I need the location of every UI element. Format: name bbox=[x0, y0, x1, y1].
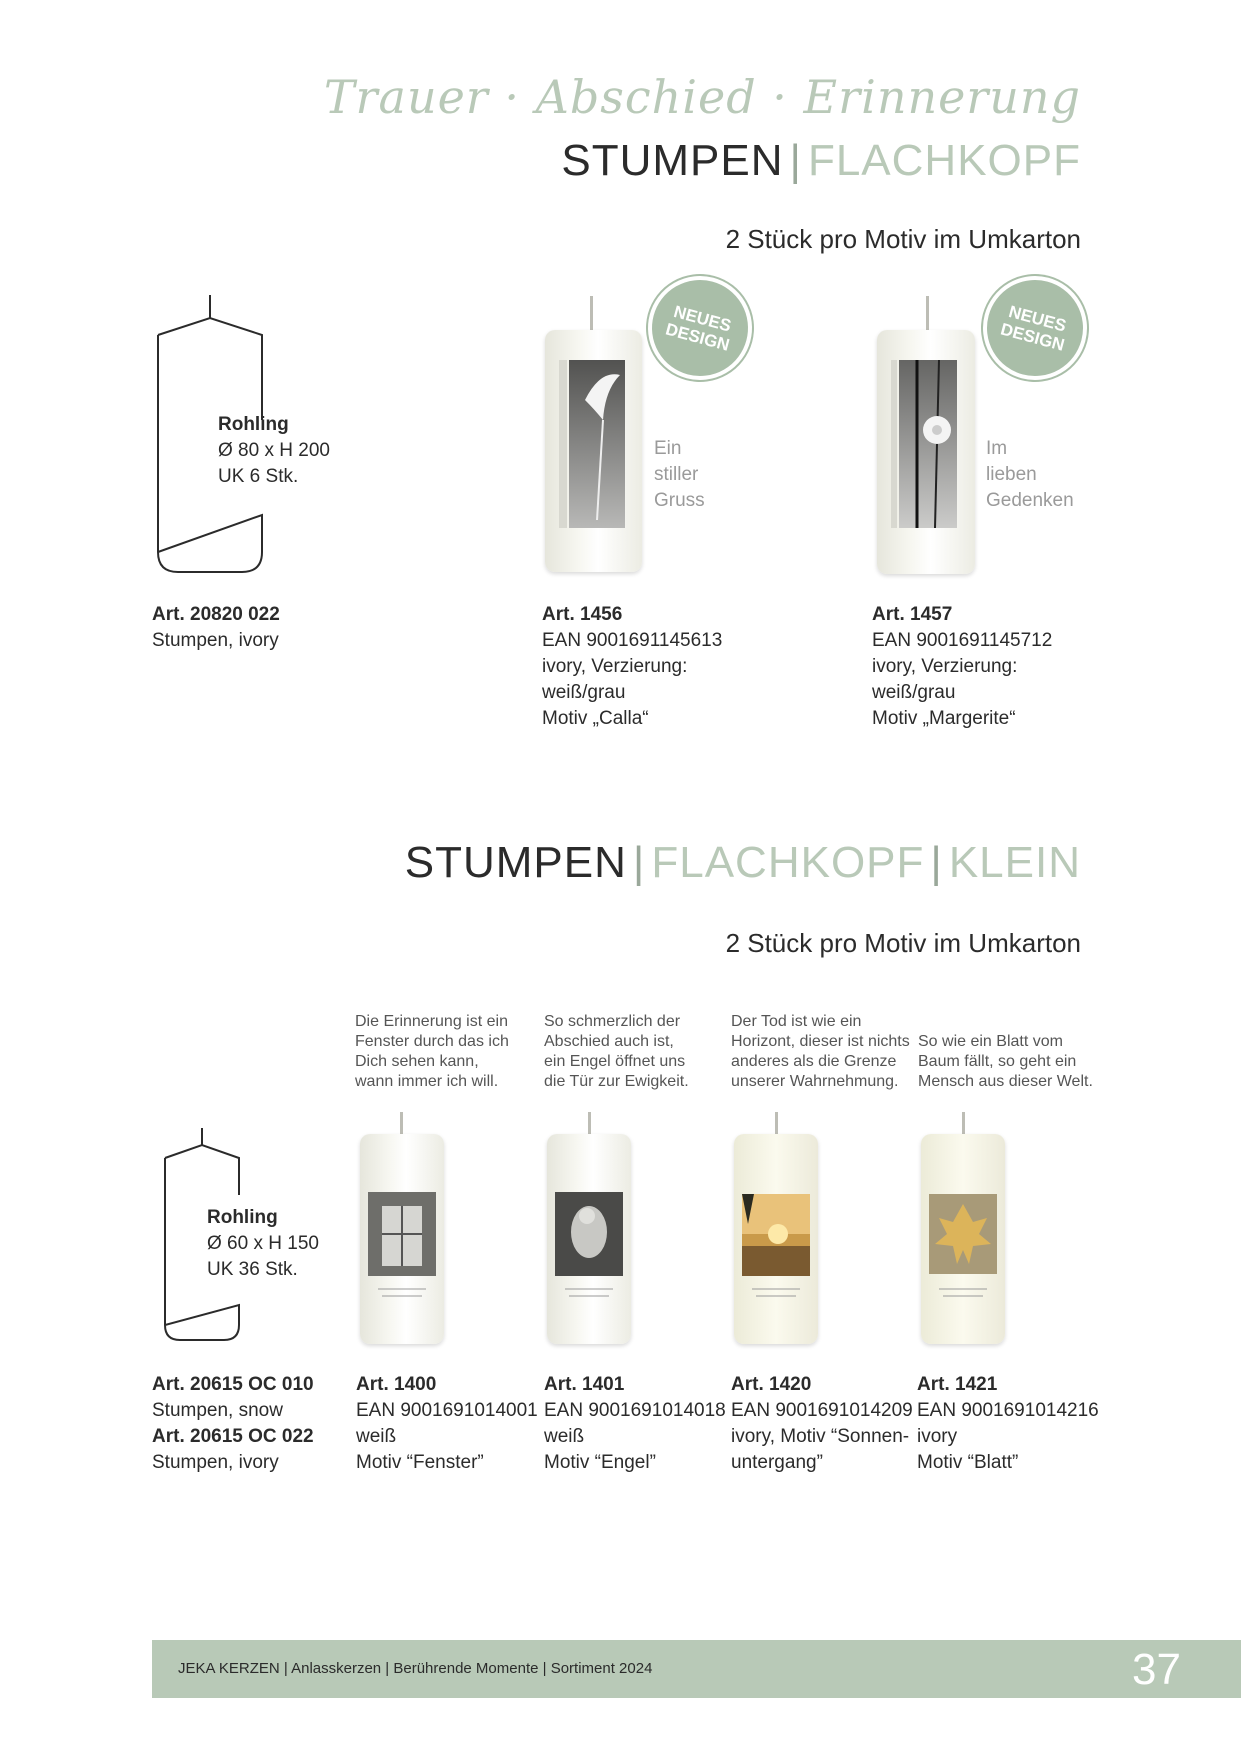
poem-line: Dich sehen kann, bbox=[355, 1053, 479, 1070]
product-motif: Motiv „Margerite“ bbox=[872, 708, 1016, 729]
product-line3: ivory bbox=[917, 1426, 958, 1447]
poem-line: anderes als die Grenze bbox=[731, 1053, 897, 1070]
section2-title-light2: KLEIN bbox=[948, 838, 1081, 887]
poem-line: ein Engel öffnet uns bbox=[544, 1053, 686, 1070]
candle-calla bbox=[545, 330, 642, 572]
product-motif: Motiv „Calla“ bbox=[542, 708, 649, 729]
section2-title-dark: STUMPEN bbox=[404, 838, 627, 887]
blank-dimensions: Ø 60 x H 150 bbox=[207, 1233, 319, 1254]
product-art: Art. 1421 bbox=[917, 1374, 998, 1395]
side-line: lieben bbox=[986, 464, 1037, 485]
side-text-margerite bbox=[986, 436, 1074, 514]
product-line4: weiß/grau bbox=[872, 682, 956, 703]
blank-pack: UK 6 Stk. bbox=[218, 466, 299, 487]
blank-art: Art. 20820 022 bbox=[152, 604, 280, 625]
candle-wick bbox=[400, 1112, 403, 1136]
blank-article-large bbox=[152, 602, 280, 654]
blank-name: Rohling bbox=[207, 1207, 278, 1228]
poem-engel bbox=[544, 1012, 689, 1092]
product-art: Art. 1457 bbox=[872, 604, 953, 625]
product-line4: Motiv “Fenster” bbox=[356, 1452, 484, 1473]
poem-line: wann immer ich will. bbox=[355, 1073, 499, 1090]
poem-line: Mensch aus dieser Welt. bbox=[918, 1073, 1093, 1090]
title-divider: | bbox=[789, 136, 802, 185]
blank-dimensions: Ø 80 x H 200 bbox=[218, 440, 330, 461]
product-art: Art. 1401 bbox=[544, 1374, 625, 1395]
poem-line: So schmerzlich der bbox=[544, 1013, 681, 1030]
poem-line: Baum fällt, so geht ein bbox=[918, 1053, 1077, 1070]
product-info-1420 bbox=[731, 1372, 913, 1476]
product-ean: EAN 9001691014216 bbox=[917, 1400, 1099, 1421]
poem-fenster bbox=[355, 1012, 509, 1092]
product-line4: Motiv “Engel” bbox=[544, 1452, 656, 1473]
side-line: Ein bbox=[654, 438, 682, 459]
poem-line: Horizont, dieser ist nichts bbox=[731, 1033, 910, 1050]
candle-wick bbox=[775, 1112, 778, 1136]
blank-article-small bbox=[152, 1372, 314, 1476]
page-number: 37 bbox=[1132, 1645, 1181, 1694]
product-line3: weiß bbox=[544, 1426, 585, 1447]
poem-line: Fenster durch das ich bbox=[355, 1033, 509, 1050]
product-ean: EAN 9001691014001 bbox=[356, 1400, 538, 1421]
side-line: Gruss bbox=[654, 490, 705, 511]
section1-title-dark: STUMPEN bbox=[561, 136, 784, 185]
section2-subtitle: 2 Stück pro Motiv im Umkarton bbox=[725, 928, 1081, 958]
candle-fenster bbox=[360, 1134, 444, 1344]
title-divider: | bbox=[632, 838, 646, 887]
margerite-motif-image bbox=[877, 330, 975, 574]
section2-title-light1: FLACHKOPF bbox=[651, 838, 925, 887]
product-line3: weiß bbox=[356, 1426, 397, 1447]
blank-art1: Art. 20615 OC 010 bbox=[152, 1374, 314, 1395]
sonnenuntergang-motif-image bbox=[734, 1134, 818, 1344]
new-design-badge bbox=[636, 264, 763, 391]
blank-desc: Stumpen, ivory bbox=[152, 630, 279, 651]
poem-line: So wie ein Blatt vom bbox=[918, 1033, 1063, 1050]
product-info-1457 bbox=[872, 602, 1052, 732]
blank-desc1: Stumpen, snow bbox=[152, 1400, 283, 1421]
product-line3: ivory, Verzierung: bbox=[872, 656, 1018, 677]
product-line3: ivory, Motiv “Sonnen- bbox=[731, 1426, 910, 1447]
section2-title bbox=[405, 838, 1081, 888]
blank-info-small bbox=[207, 1205, 319, 1283]
poem-blatt bbox=[918, 1032, 1093, 1092]
poem-line: Der Tod ist wie ein bbox=[731, 1013, 862, 1030]
badge-text: NEUES DESIGN bbox=[998, 302, 1069, 355]
product-ean: EAN 9001691014209 bbox=[731, 1400, 913, 1421]
section1-title bbox=[561, 136, 1081, 186]
product-line3: ivory, Verzierung: bbox=[542, 656, 688, 677]
poem-line: Abschied auch ist, bbox=[544, 1033, 674, 1050]
product-info-1456 bbox=[542, 602, 722, 732]
blatt-motif-image bbox=[921, 1134, 1005, 1344]
title-divider: | bbox=[930, 838, 943, 887]
fenster-motif-image bbox=[360, 1134, 444, 1344]
candle-margerite bbox=[877, 330, 975, 574]
product-ean: EAN 9001691145613 bbox=[542, 630, 723, 651]
product-info-1421 bbox=[917, 1372, 1099, 1476]
candle-wick bbox=[590, 296, 593, 332]
product-art: Art. 1420 bbox=[731, 1374, 812, 1395]
footer-text: JEKA KERZEN | Anlasskerzen | Berührende Momente | Sortiment 2024 bbox=[178, 1660, 653, 1677]
candle-wick bbox=[962, 1112, 965, 1136]
calla-motif-image bbox=[545, 330, 642, 572]
product-art: Art. 1400 bbox=[356, 1374, 437, 1395]
side-line: Gedenken bbox=[986, 490, 1074, 511]
side-text-calla bbox=[654, 436, 705, 514]
side-line: Im bbox=[986, 438, 1008, 459]
blank-pack: UK 36 Stk. bbox=[207, 1259, 298, 1280]
product-line4: Motiv “Blatt” bbox=[917, 1452, 1019, 1473]
candle-wick bbox=[926, 296, 929, 332]
product-info-1400 bbox=[356, 1372, 538, 1476]
script-title: Trauer · Abschied · Erinnerung bbox=[323, 70, 1081, 124]
side-line: stiller bbox=[654, 464, 699, 485]
poem-sonnenuntergang bbox=[731, 1012, 910, 1092]
poem-line: die Tür zur Ewigkeit. bbox=[544, 1073, 689, 1090]
product-ean: EAN 9001691014018 bbox=[544, 1400, 726, 1421]
blank-desc2: Stumpen, ivory bbox=[152, 1452, 279, 1473]
candle-blatt bbox=[921, 1134, 1005, 1344]
engel-motif-image bbox=[547, 1134, 631, 1344]
product-line4: weiß/grau bbox=[542, 682, 626, 703]
blank-name: Rohling bbox=[218, 414, 289, 435]
product-art: Art. 1456 bbox=[542, 604, 623, 625]
blank-art2: Art. 20615 OC 022 bbox=[152, 1426, 314, 1447]
section1-subtitle: 2 Stück pro Motiv im Umkarton bbox=[725, 224, 1081, 254]
badge-text: NEUES DESIGN bbox=[663, 302, 734, 355]
new-design-badge bbox=[971, 264, 1098, 391]
section1-title-light: FLACHKOPF bbox=[807, 136, 1081, 185]
candle-engel bbox=[547, 1134, 631, 1344]
blank-info-large bbox=[218, 412, 330, 490]
candle-sonnenuntergang bbox=[734, 1134, 818, 1344]
poem-line: unserer Wahrnehmung. bbox=[731, 1073, 899, 1090]
product-info-1401 bbox=[544, 1372, 726, 1476]
product-line4: untergang” bbox=[731, 1452, 823, 1473]
poem-line: Die Erinnerung ist ein bbox=[355, 1013, 508, 1030]
product-ean: EAN 9001691145712 bbox=[872, 630, 1053, 651]
candle-wick bbox=[588, 1112, 591, 1136]
